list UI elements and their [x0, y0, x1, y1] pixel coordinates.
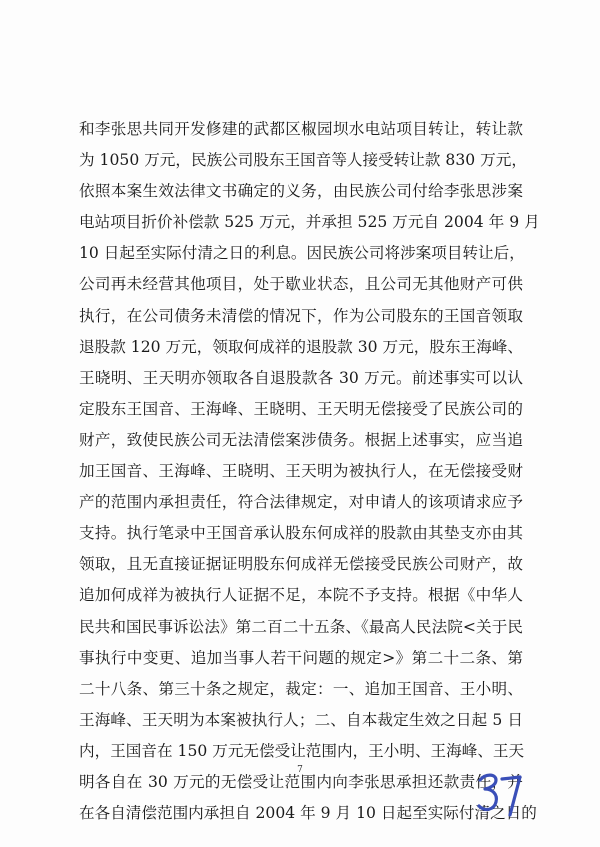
body-line: 退股款 120 万元，领取何成祥的退股款 30 万元，股东王海峰、	[79, 337, 523, 356]
body-line: 在各自清偿范围内承担自 2004 年 9 月 10 日起至实际付清之日的	[79, 804, 537, 823]
document-body	[79, 114, 540, 829]
page-number: 7	[297, 765, 303, 775]
body-line: 王晓明、王天明亦领取各自退股款各 30 万元。前述事实可以认	[79, 368, 523, 387]
body-line: 事执行中变更、追加当事人若干问题的规定>》第二十二条、第	[79, 648, 523, 667]
body-line: 财产，致使民族公司无法清偿案涉债务。根据上述事实，应当追	[79, 430, 523, 449]
handwritten-page-mark	[476, 770, 524, 820]
body-line: 王海峰、王天明为本案被执行人；二、自本裁定生效之日起 5 日	[79, 710, 523, 729]
body-line: 二十八条、第三十条之规定，裁定：一、追加王国音、王小明、	[79, 679, 523, 698]
body-line: 10 日起至实际付清之日的利息。因民族公司将涉案项目转让后，	[79, 244, 525, 263]
body-line: 明各自在 30 万元的无偿受让范围内向李张思承担还款责任，并	[79, 772, 523, 791]
body-line: 为 1050 万元，民族公司股东王国音等人接受转让款 830 万元，	[79, 151, 527, 170]
body-line: 产的范围内承担责任，符合法律规定，对申请人的该项请求应予	[79, 493, 523, 512]
body-line: 民共和国民事诉讼法》第二百二十五条、《最高人民法院<关于民	[79, 617, 523, 636]
body-line: 执行，在公司债务未清偿的情况下，作为公司股东的王国音领取	[79, 306, 523, 325]
body-line: 加王国音、王海峰、王晓明、王天明为被执行人，在无偿接受财	[79, 462, 523, 481]
body-line: 追加何成祥为被执行人证据不足，本院不予支持。根据《中华人	[79, 586, 523, 605]
handwritten-digit-7	[502, 777, 520, 815]
body-line: 支持。执行笔录中王国音承认股东何成祥的股款由其垫支亦由其	[79, 524, 523, 543]
body-line: 公司再未经营其他项目，处于歇业状态，且公司无其他财产可供	[79, 275, 523, 294]
body-line: 领取，且无直接证据证明股东何成祥无偿接受民族公司财产，故	[79, 555, 523, 574]
body-line: 依照本案生效法律文书确定的义务，由民族公司付给李张思涉案	[79, 182, 523, 201]
handwritten-digit-3	[479, 775, 496, 809]
body-line: 和李张思共同开发修建的武都区椒园坝水电站项目转让，转让款	[79, 120, 523, 138]
body-line: 电站项目折价补偿款 525 万元，并承担 525 万元自 2004 年 9 月	[79, 213, 540, 232]
body-line: 内，王国音在 150 万元无偿受让范围内，王小明、王海峰、王天	[79, 741, 525, 760]
body-line: 定股东王国音、王海峰、王晓明、王天明无偿接受了民族公司的	[79, 399, 523, 418]
